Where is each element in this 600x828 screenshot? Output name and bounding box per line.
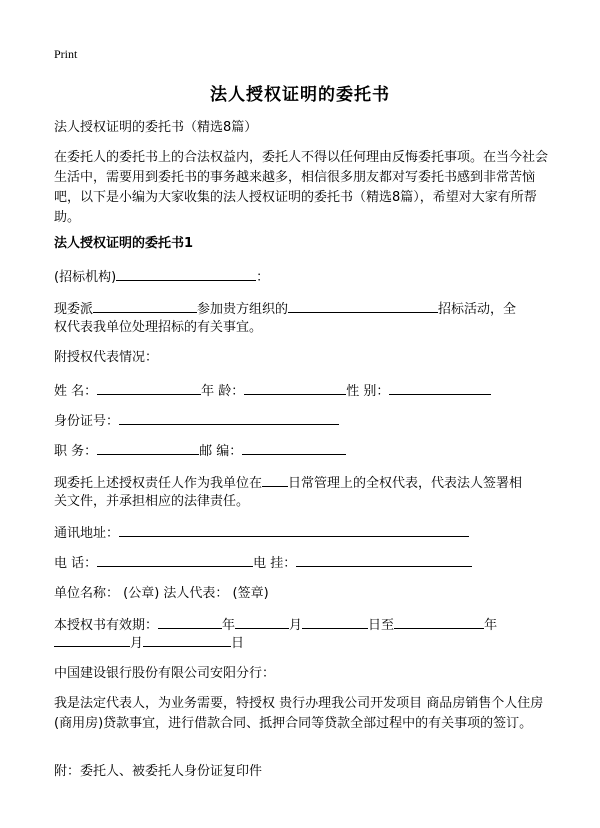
phone-fax-line [54,552,472,574]
end-day-label: 日 [231,636,245,651]
delegate-suffix: 日常管理上的全权代表，代表法人签署相 [288,476,523,491]
id-blank [119,410,339,425]
end-year-label: 年 [484,618,498,633]
postcode-blank [242,440,346,455]
phone-blank [97,552,253,567]
address-blank [119,522,469,537]
name-blank [97,380,201,395]
age-label: 年 龄： [201,384,245,399]
phone-label: 电 话： [54,556,98,571]
page-title: 法人授权证明的委托书 [210,85,390,105]
attach-label: 附授权代表情况： [54,350,159,365]
start-month-blank [235,614,289,629]
delegate-line [54,472,522,494]
end-month-label: 月 [130,636,144,651]
id-line [54,410,339,432]
address-label: 通讯地址： [54,526,120,541]
agency-line [54,266,269,288]
subtitle: 法人授权证明的委托书（精选8篇） [54,120,258,135]
position-label: 职 务： [54,444,98,459]
validity-line-2 [54,632,244,654]
start-month-label: 月 [289,618,303,633]
dispatch-prefix: 现委派 [54,302,94,317]
gender-blank [389,380,491,395]
attachment-line: 附：委托人、被委托人身份证复印件 [54,764,263,779]
dispatch-mid: 参加贵方组织的 [197,302,289,317]
dispatch-line-2: 权代表我单位处理招标的有关事宜。 [54,320,263,335]
fax-blank [296,552,472,567]
section-heading: 法人授权证明的委托书1 [54,236,194,251]
delegate-line-2: 关文件，并承担相应的法律责任。 [54,494,250,509]
unit-line: 单位名称： (公章) 法人代表： (签章) [54,586,269,601]
statement-paragraph: 我是法定代表人，为业务需要，特授权 贵行办理我公司开发项目 商品房销售个人住房(商用房)贷款事宜，进行借款合同、抵押合同等贷款全部过程中的有关事项的签订。 [54,696,544,731]
agency-label: (招标机构) [54,270,117,285]
position-blank [97,440,199,455]
agency-colon: ： [256,270,270,285]
dispatch-suffix: 招标活动，全 [438,302,517,317]
id-label: 身份证号： [54,414,120,429]
start-day-blank [302,614,368,629]
print-label[interactable]: Print [54,47,78,61]
position-postcode-line [54,440,346,462]
start-year-label: 年 [222,618,236,633]
bank-line: 中国建设银行股份有限公司安阳分行： [54,666,276,681]
dispatch-line [54,298,516,320]
day-to-label: 日至 [368,618,395,633]
start-year-blank [158,614,222,629]
delegate-prefix: 现委托上述授权责任人作为我单位在 [54,476,263,491]
name-age-gender-line [54,380,491,402]
delegate-blank [262,472,288,487]
agency-blank [116,266,256,281]
address-line [54,522,469,544]
gender-label: 性 别： [346,384,390,399]
name-label: 姓 名： [54,384,98,399]
end-month-blank [54,632,130,647]
validity-prefix: 本授权书有效期： [54,618,159,633]
dispatch-blank-2 [288,298,438,313]
end-day-blank [143,632,231,647]
postcode-label: 邮 编： [199,444,243,459]
end-year-blank [394,614,484,629]
intro-paragraph: 在委托人的委托书上的合法权益内，委托人不得以任何理由反悔委托事项。在当今社会生活中，需要用到委托书的事务越来越多，相信很多朋友都对写委托书感到非常苦恼吧，以下是小编为大家收集的法人授权证明的委托书（精选8篇），希望对大家有所帮助。 [54,150,549,225]
age-blank [244,380,346,395]
fax-label: 电 挂： [253,556,297,571]
dispatch-blank-1 [93,298,197,313]
